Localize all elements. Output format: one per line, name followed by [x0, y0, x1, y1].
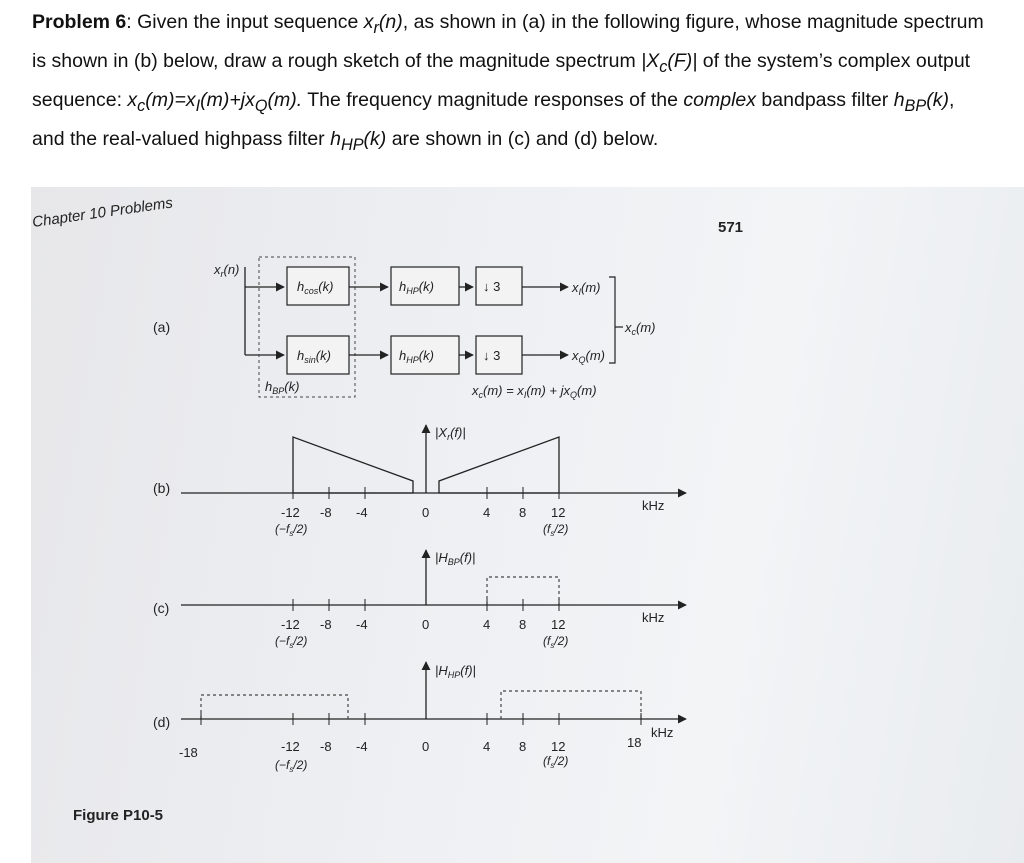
math-eq: x: [127, 88, 138, 111]
xq-label: $x_Q(m)$: [572, 348, 606, 365]
math-arg: (k): [363, 127, 387, 150]
tick-d-8: 8: [519, 739, 527, 754]
problem-text: , as shown in (a) in the following figure, whose magnitude spectrum is shown in (b) below, draw a rough sketch of the magnitude spectrum: [32, 11, 984, 72]
hsin-label: $h_{sin}(k)$: [297, 348, 331, 365]
title-d: $|H_{HP}(f)|$: [435, 663, 476, 680]
hcos-label: $h_{cos}(k)$: [297, 279, 334, 296]
math-sub: BP: [904, 96, 927, 115]
xc-equation: $x_c(m) = x_I(m) + jx_Q(m)$: [472, 383, 597, 400]
fs-pos-c: $(f_s/2)$: [543, 634, 569, 650]
math-mag-close: (F)|: [667, 49, 698, 72]
tick-d-18: 18: [627, 735, 642, 750]
problem-text: , and the real-valued highpass filter: [32, 88, 955, 150]
hbp-label: $h_{BP}(k)$: [265, 379, 300, 396]
tick-d-n12: -12: [281, 739, 300, 754]
tick-d-4: 4: [483, 739, 491, 754]
unit-d: kHz: [651, 725, 674, 740]
chapter-header: Chapter 10 Problems: [31, 194, 174, 231]
decimator-i-label: ↓ 3: [483, 279, 501, 294]
input-label: $x_r(n)$: [214, 262, 240, 279]
fs-neg-b: $(-f_s/2)$: [275, 522, 308, 538]
math-sub: Q: [254, 96, 268, 115]
unit-b: kHz: [642, 498, 665, 513]
title-b: $|X_r(f)|$: [435, 425, 466, 442]
hhp-label-i: $h_{HP}(k)$: [399, 279, 434, 296]
hhp-label-q: $h_{HP}(k)$: [399, 348, 434, 365]
math-sub: I: [195, 96, 201, 115]
tick-d-12: 12: [551, 739, 566, 754]
xc-label: $x_c(m)$: [625, 320, 656, 337]
spectrum-b-pos: [439, 437, 559, 493]
tick-b-n12: -12: [281, 505, 300, 520]
tick-c-n4: -4: [356, 617, 368, 632]
tick-d-n8: -8: [320, 739, 332, 754]
tick-b-4: 4: [483, 505, 491, 520]
tick-c-n12: -12: [281, 617, 300, 632]
tick-d-0: 0: [422, 739, 430, 754]
figure-caption: Figure P10-5: [73, 807, 164, 824]
fs-pos-d: $(f_s/2)$: [543, 754, 569, 770]
tick-c-0: 0: [422, 617, 430, 632]
title-c: $|H_{BP}(f)|$: [435, 550, 476, 567]
math-mag: |X: [641, 49, 660, 72]
problem-text: of the system’s complex output sequence:: [32, 49, 971, 111]
spectrum-b-neg: [293, 437, 413, 493]
output-bracket: [609, 277, 615, 363]
problem-text: are shown in (c) and (d) below.: [386, 127, 659, 150]
label-b: (b): [153, 480, 171, 496]
fs-neg-c: $(-f_s/2)$: [275, 634, 308, 650]
problem-statement: [32, 6, 992, 162]
tick-b-n8: -8: [320, 505, 332, 520]
tick-d-n18: -18: [179, 745, 198, 760]
problem-label: Problem 6: [32, 11, 127, 33]
xi-label: $x_I(m)$: [572, 280, 601, 297]
tick-c-8: 8: [519, 617, 527, 632]
tick-c-4: 4: [483, 617, 491, 632]
hhp-band-pos: [501, 691, 641, 719]
hhp-band-neg: [201, 695, 348, 719]
problem-text: bandpass filter: [756, 88, 894, 111]
problem-text: : Given the input sequence: [126, 11, 364, 33]
math-sub: HP: [340, 135, 364, 154]
tick-b-0: 0: [422, 505, 430, 520]
math-x: x: [363, 11, 374, 33]
unit-c: kHz: [642, 610, 665, 625]
math-eq: (m).: [267, 88, 303, 111]
label-a: (a): [153, 319, 171, 335]
label-d: (d): [153, 714, 171, 730]
tick-c-12: 12: [551, 617, 566, 632]
tick-b-12: 12: [551, 505, 566, 520]
complex-word: complex: [683, 88, 757, 111]
math-eq: (m)+jx: [200, 88, 255, 111]
problem-text: The frequency magnitude responses of the: [302, 88, 684, 111]
tick-c-n8: -8: [320, 617, 332, 632]
tick-b-n4: -4: [356, 505, 368, 520]
math-sub: r: [373, 18, 379, 37]
label-c: (c): [153, 600, 170, 616]
tick-d-n4: -4: [356, 739, 368, 754]
math-arg: (n): [378, 11, 403, 33]
math-h: h: [330, 127, 341, 150]
figure-svg: [31, 187, 1024, 863]
math-sub: c: [659, 57, 668, 76]
math-arg: (k): [926, 88, 949, 111]
decimator-q-label: ↓ 3: [483, 348, 501, 363]
page-number: 571: [718, 219, 744, 236]
math-h: h: [893, 88, 905, 111]
fs-neg-d: $(-f_s/2)$: [275, 758, 308, 774]
math-sub: c: [137, 96, 146, 115]
tick-b-8: 8: [519, 505, 527, 520]
textbook-page-photo: [31, 187, 1024, 863]
math-eq: (m)=x: [145, 88, 196, 111]
fs-pos-b: $(f_s/2)$: [543, 522, 569, 538]
